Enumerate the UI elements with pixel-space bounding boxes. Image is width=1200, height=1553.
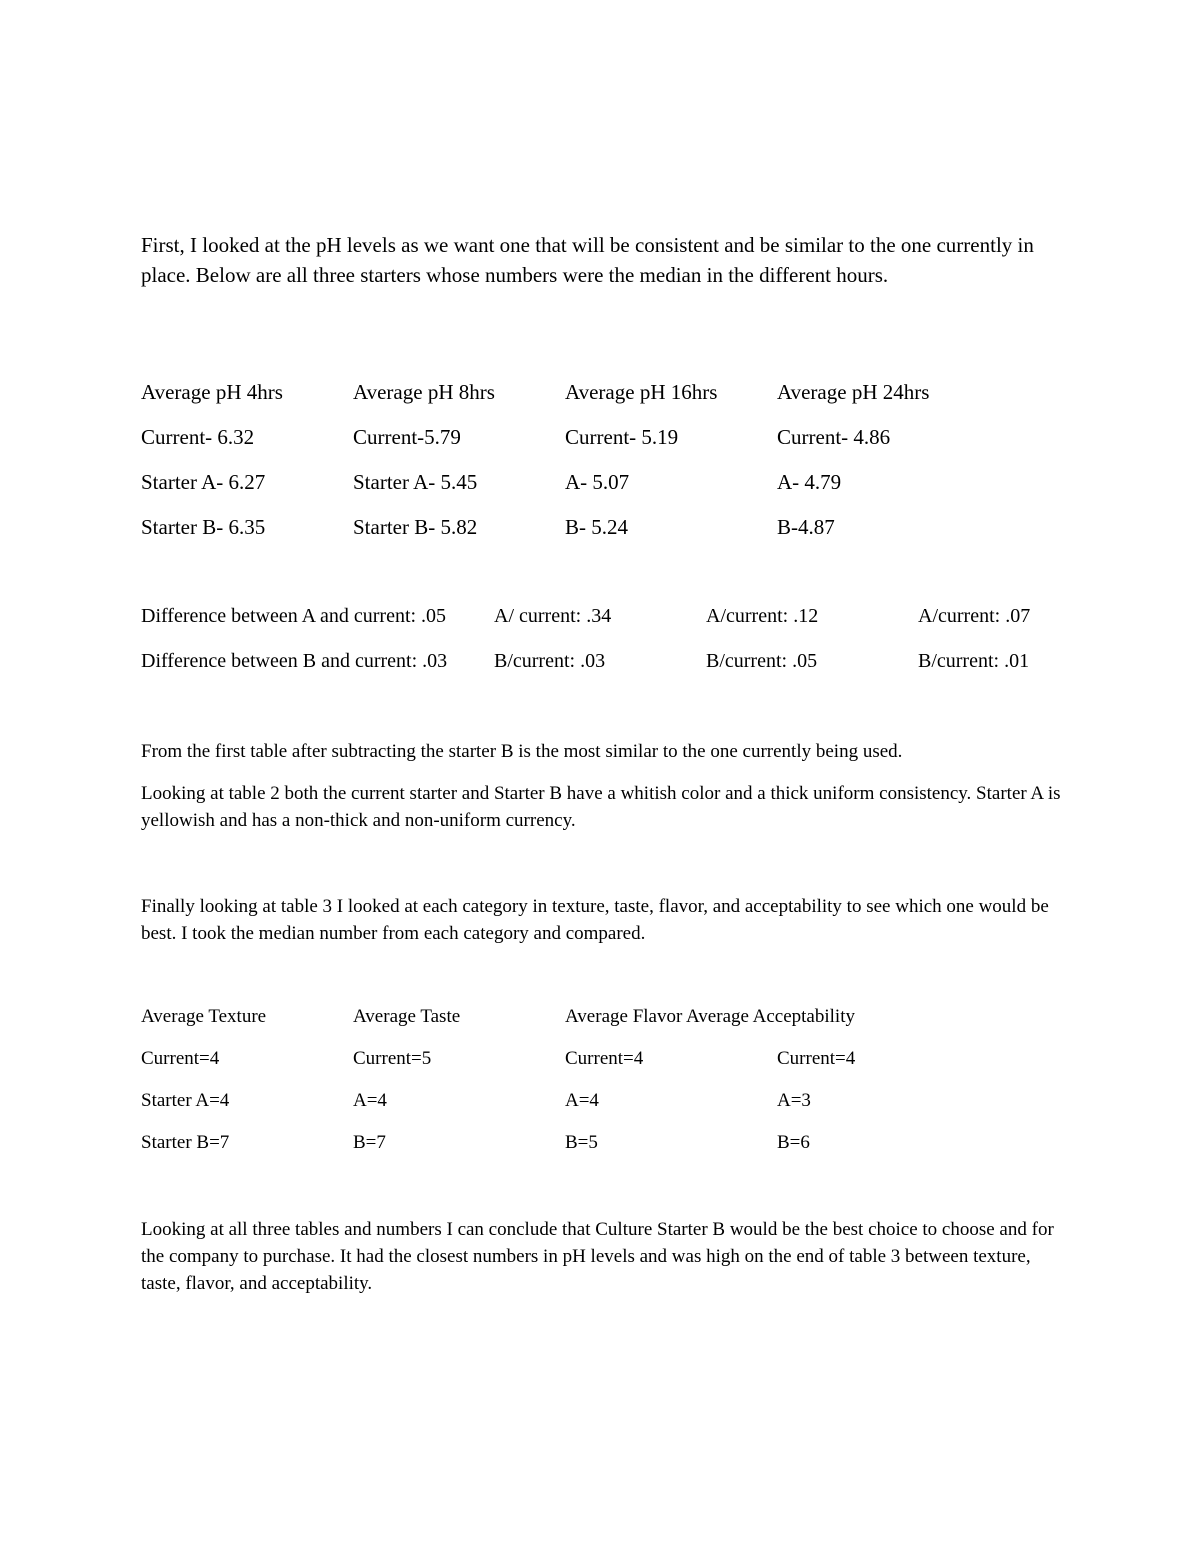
paragraph-table3-intro: Finally looking at table 3 I looked at each category in texture, taste, flavor, and acceptability to see which one would be best. I took the median number from each category and compared. <box>141 896 1049 944</box>
table-cell: A=4 <box>565 1090 599 1111</box>
paragraph-table2: Looking at table 2 both the current starter and Starter B have a whitish color and a thick uniform consistency. Starter A is yellowish and has a non-thick and non-uniform currency. <box>141 783 1061 831</box>
intro-paragraph: First, I looked at the pH levels as we want one that will be consistent and be similar to the one currently in place. Below are all three starters whose numbers were the median in the different hours. <box>141 233 1034 287</box>
conclusion-paragraph: Looking at all three tables and numbers I can conclude that Culture Starter B would be the best choice to choose and for the company to purchase. It had the closest numbers in pH levels and was high on the end of table 3 between texture, taste, flavor, and acceptability. <box>141 1219 1054 1294</box>
table-cell: Current=4 <box>141 1048 220 1069</box>
ph-header-16hrs: Average pH 16hrs <box>565 380 718 404</box>
table-cell: B=7 <box>353 1132 386 1153</box>
table-cell: Current-5.79 <box>353 425 461 449</box>
table-cell: A/current: .12 <box>706 605 819 627</box>
table-cell: Starter A- 5.45 <box>353 470 478 494</box>
table-cell: Current=5 <box>353 1048 432 1069</box>
table-cell: Starter A=4 <box>141 1090 230 1111</box>
ph-header-4hrs: Average pH 4hrs <box>141 380 283 404</box>
table-cell: Current=4 <box>777 1048 856 1069</box>
table-cell: B- 5.24 <box>565 515 628 539</box>
table-cell: B/current: .05 <box>706 650 818 672</box>
table-cell: Current- 6.32 <box>141 425 255 449</box>
table-cell: Starter B- 5.82 <box>353 515 478 539</box>
table-cell: B/current: .03 <box>494 650 606 672</box>
table-cell: B/current: .01 <box>918 650 1030 672</box>
table-cell: A/current: .07 <box>918 605 1031 627</box>
ph-header-24hrs: Average pH 24hrs <box>777 380 930 404</box>
table-cell: A=4 <box>353 1090 387 1111</box>
table-cell: Starter B=7 <box>141 1132 230 1153</box>
table-cell: Difference between A and current: .05 <box>141 605 447 627</box>
paragraph-table1-result: From the first table after subtracting the starter B is the most similar to the one currently being used. <box>141 741 903 762</box>
table-cell: A/ current: .34 <box>494 605 612 627</box>
table-cell: Current- 4.86 <box>777 425 891 449</box>
table-cell: Current=4 <box>565 1048 644 1069</box>
table-cell: B-4.87 <box>777 515 835 539</box>
table-cell: B=6 <box>777 1132 810 1153</box>
table-cell: A=3 <box>777 1090 811 1111</box>
sensory-header-texture: Average Texture <box>141 1006 267 1027</box>
table-cell: B=5 <box>565 1132 598 1153</box>
table-cell: Starter B- 6.35 <box>141 515 266 539</box>
ph-header-8hrs: Average pH 8hrs <box>353 380 495 404</box>
table-cell: Starter A- 6.27 <box>141 470 266 494</box>
table-cell: A- 4.79 <box>777 470 842 494</box>
table-cell: Difference between B and current: .03 <box>141 650 448 672</box>
sensory-header-taste: Average Taste <box>353 1006 461 1027</box>
sensory-header-flavor-acceptability: Average Flavor Average Acceptability <box>565 1006 855 1027</box>
table-cell: A- 5.07 <box>565 470 630 494</box>
table-cell: Current- 5.19 <box>565 425 679 449</box>
